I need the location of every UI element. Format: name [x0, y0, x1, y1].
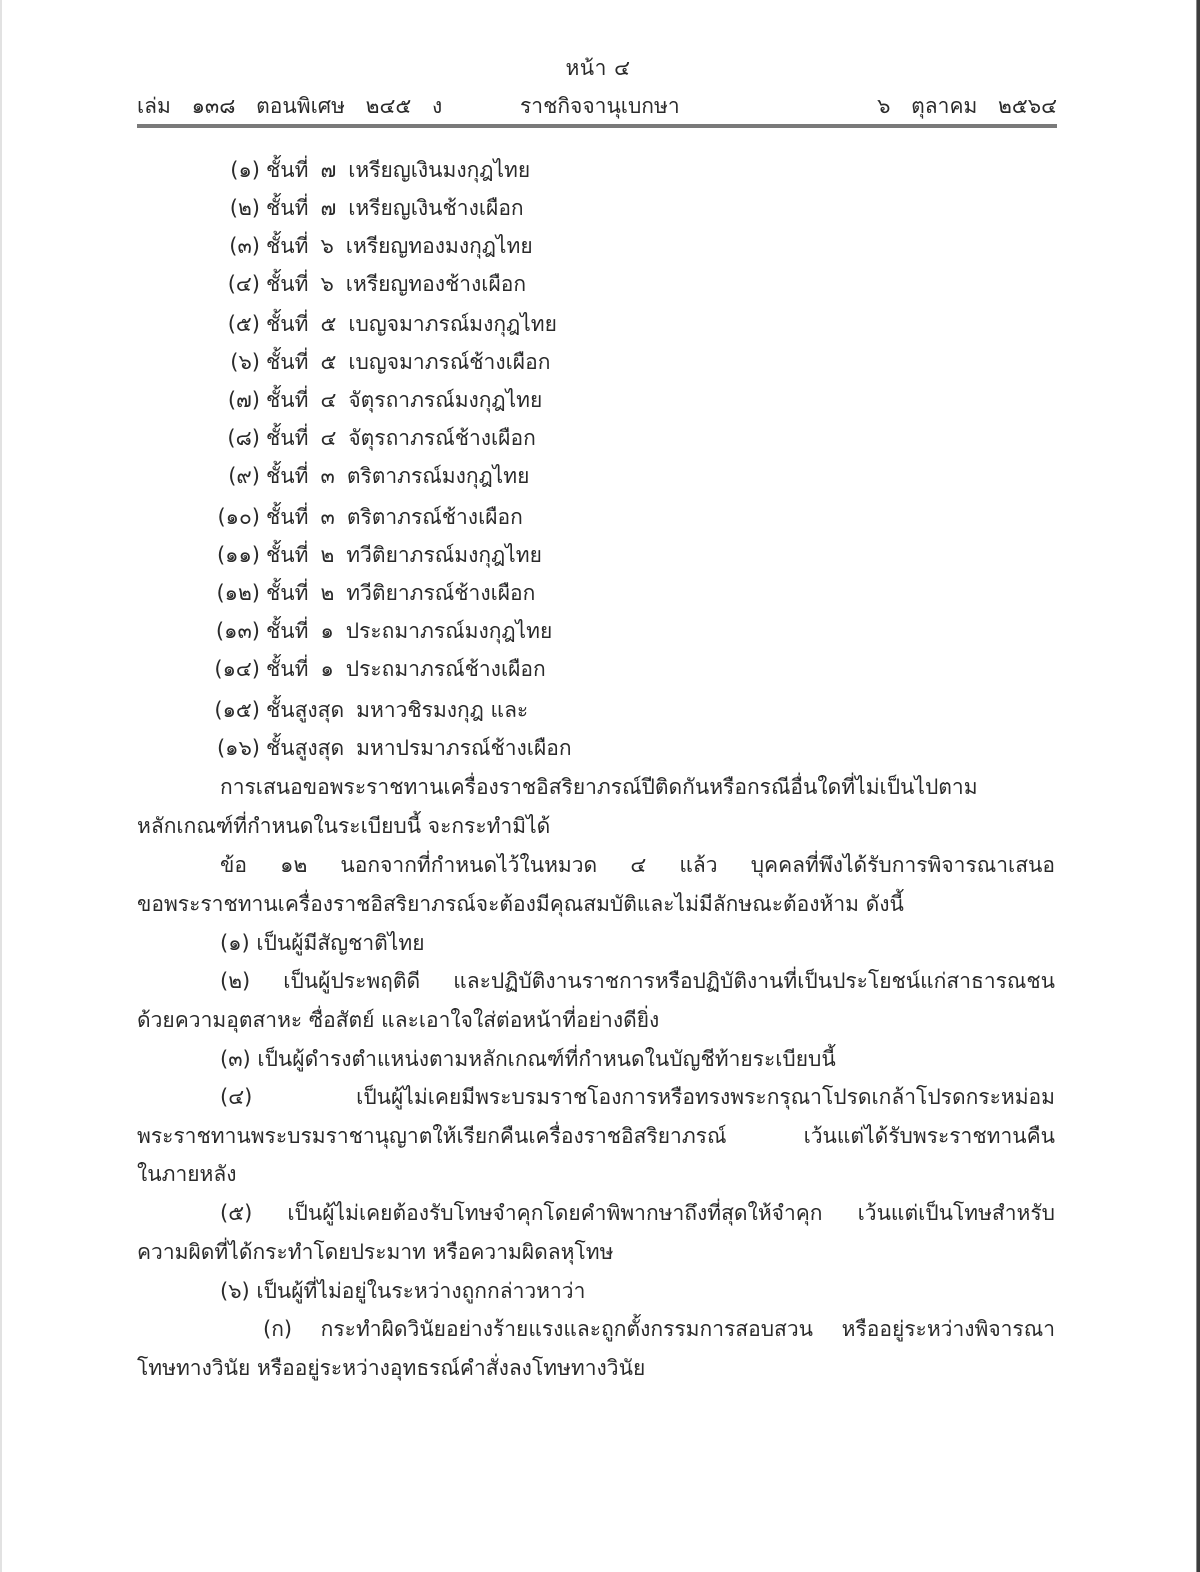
qualification-6: (๖) เป็นผู้ที่ไม่อยู่ในระหว่างถูกกล่าวหาว่า [220, 1279, 586, 1303]
list-item: (๑๒) ชั้นที่ ๒ ทวีติยาภรณ์ช้างเผือก [216, 581, 536, 605]
section-number: ๒๔๕ [365, 94, 412, 118]
list-item: (๒) ชั้นที่ ๗ เหรียญเงินช้างเผือก [229, 196, 524, 220]
date-year: ๒๕๖๔ [998, 94, 1057, 118]
section-label: ตอนพิเศษ [256, 94, 345, 118]
qualification-1: (๑) เป็นผู้มีสัญชาติไทย [220, 931, 425, 955]
list-item: (๔) ชั้นที่ ๖ เหรียญทองช้างเผือก [227, 272, 527, 296]
page-number: หน้า ๔ [565, 56, 631, 80]
section-suffix: ง [431, 94, 443, 118]
qualification-6-sub-a: (ก) กระทำผิดวินัยอย่างร้ายแรงและถูกตั้งกรรมการสอบสวน หรืออยู่ระหว่างพิจารณา โทษทางวินัย หรืออยู่ระหว่างอุทธรณ์คำสั่งลงโทษทางวินัย [137, 1317, 1055, 1380]
list-item: (๑๕) ชั้นสูงสุด มหาวชิรมงกุฎ และ [214, 698, 529, 722]
list-item: (๗) ชั้นที่ ๔ จัตุรถาภรณ์มงกุฎไทย [227, 388, 543, 412]
volume-label: เล่ม [137, 94, 171, 118]
qualification-4: (๔) เป็นผู้ไม่เคยมีพระบรมราชโองการหรือทรงพระกรุณาโปรดเกล้าโปรดกระหม่อม พระราชทานพระบรมราชานุญาตให้เรียกคืนเครื่องราชอิสริยาภรณ์ เว้นแต่ได้รับพระราชทานคืน ในภายหลัง [137, 1085, 1055, 1186]
date-month: ตุลาคม [911, 94, 978, 118]
list-item: (๙) ชั้นที่ ๓ ตริตาภรณ์มงกุฎไทย [228, 464, 530, 488]
volume-number: ๑๓๘ [191, 94, 236, 118]
list-item: (๓) ชั้นที่ ๖ เหรียญทองมงกุฎไทย [229, 234, 533, 258]
list-item: (๑๖) ชั้นสูงสุด มหาปรมาภรณ์ช้างเผือก [216, 736, 572, 760]
volume-info [137, 90, 456, 123]
qualification-5: (๕) เป็นผู้ไม่เคยต้องรับโทษจำคุกโดยคำพิพากษาถึงที่สุดให้จำคุก เว้นแต่เป็นโทษสำหรับ ความผิดที่ได้กระทำโดยประมาท หรือความผิดลหุโทษ [137, 1201, 1055, 1264]
exception-paragraph: การเสนอขอพระราชทานเครื่องราชอิสริยาภรณ์ปีติดกันหรือกรณีอื่นใดที่ไม่เป็นไปตาม หลักเกณฑ์ที่กำหนดในระเบียบนี้ จะกระทำมิได้ [137, 775, 978, 838]
header-rule [137, 124, 1057, 128]
clause-12-paragraph: ข้อ ๑๒ นอกจากที่กำหนดไว้ในหมวด ๔ แล้ว บุคคลที่พึงได้รับการพิจารณาเสนอ ขอพระราชทานเครื่องราชอิสริยาภรณ์จะต้องมีคุณสมบัติและไม่มีลักษณะต้องห้าม ดังนี้ [137, 853, 1055, 916]
list-item: (๑๑) ชั้นที่ ๒ ทวีติยาภรณ์มงกุฎไทย [216, 543, 542, 567]
list-item: (๖) ชั้นที่ ๕ เบญจมาภรณ์ช้างเผือก [230, 350, 551, 374]
list-item: (๕) ชั้นที่ ๕ เบญจมาภรณ์มงกุฎไทย [227, 312, 557, 336]
date-day: ๖ [877, 94, 891, 118]
list-item: (๑) ชั้นที่ ๗ เหรียญเงินมงกุฎไทย [230, 158, 531, 182]
qualification-3: (๓) เป็นผู้ดำรงตำแหน่งตามหลักเกณฑ์ที่กำหนดในบัญชีท้ายระเบียบนี้ [220, 1047, 836, 1071]
qualification-2: (๒) เป็นผู้ประพฤติดี และปฏิบัติงานราชการหรือปฏิบัติงานที่เป็นประโยชน์แก่สาธารณชน ด้วยความอุตสาหะ ซื่อสัตย์ และเอาใจใส่ต่อหน้าที่อย่างดียิ่ง [137, 969, 1055, 1032]
viewer-scrollbar-edge[interactable] [1196, 0, 1200, 1572]
list-item: (๑๓) ชั้นที่ ๑ ประถมาภรณ์มงกุฎไทย [215, 619, 553, 643]
list-item: (๑๐) ชั้นที่ ๓ ตริตาภรณ์ช้างเผือก [217, 505, 523, 529]
running-header [137, 90, 1057, 122]
journal-title: ราชกิจจานุเบกษา [520, 94, 680, 118]
list-item: (๘) ชั้นที่ ๔ จัตุรถาภรณ์ช้างเผือก [227, 426, 536, 450]
list-item: (๑๔) ชั้นที่ ๑ ประถมาภรณ์ช้างเผือก [214, 657, 546, 681]
publication-date [863, 90, 1057, 123]
